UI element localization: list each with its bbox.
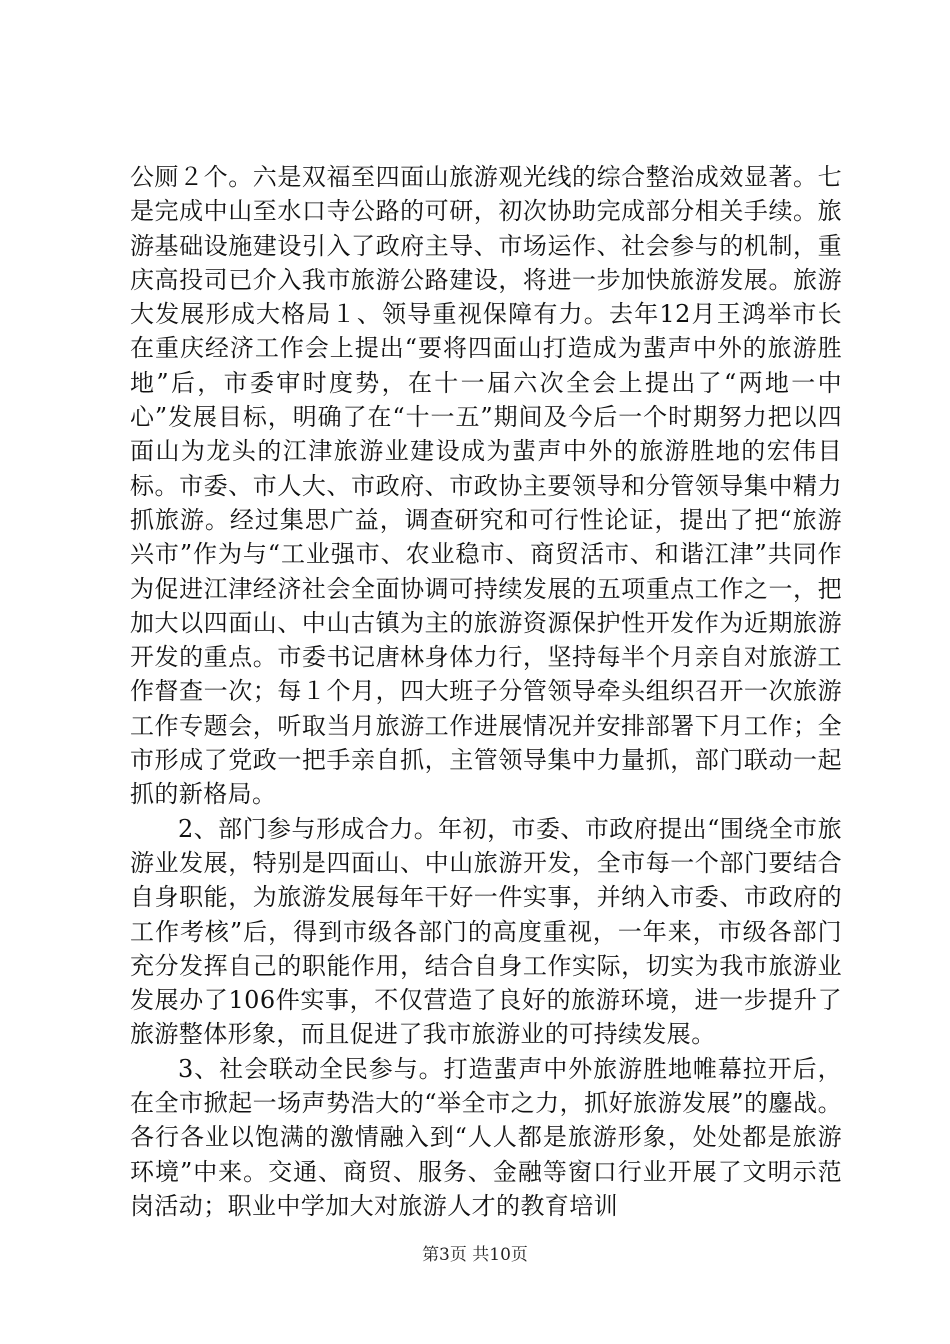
paragraph-2: 2、部门参与形成合力。年初，市委、市政府提出“围绕全市旅游业发展，特别是四面山、中山旅游开发，全市每一个部门要结合自身职能，为旅游发展每年干好一件实事，并纳入市委、市政府的工作考核”后，得到市级各部门的高度重视，一年来，市级各部门充分发挥自己的职能作用，结合自身工作实际，切实为我市旅游业发展办了106件实事，不仅营造了良好的旅游环境，进一步提升了旅游整体形象，而且促进了我市旅游业的可持续发展。 bbox=[130, 814, 842, 1049]
page-number: 第3页 共10页 bbox=[422, 1245, 528, 1265]
document-body bbox=[130, 160, 842, 1223]
paragraph-1: 公厕２个。六是双福至四面山旅游观光线的综合整治成效显著。七是完成中山至水口寺公路的可研，初次协助完成部分相关手续。旅游基础设施建设引入了政府主导、市场运作、社会参与的机制，重庆高投司已介入我市旅游公路建设，将进一步加快旅游发展。旅游大发展形成大格局１、领导重视保障有力。去年12月王鸿举市长在重庆经济工作会上提出“要将四面山打造成为蜚声中外的旅游胜地”后，市委审时度势，在十一届六次全会上提出了“两地一中心”发展目标，明确了在“十一五”期间及今后一个时期努力把以四面山为龙头的江津旅游业建设成为蜚声中外的旅游胜地的宏伟目标。市委、市人大、市政府、市政协主要领导和分管领导集中精力抓旅游。经过集思广益，调查研究和可行性论证，提出了把“旅游兴市”作为与“工业强市、农业稳市、商贸活市、和谐江津”共同作为促进江津经济社会全面协调可持续发展的五项重点工作之一，把加大以四面山、中山古镇为主的旅游资源保护性开发作为近期旅游开发的重点。市委书记唐林身体力行，坚持每半个月亲自对旅游工作督查一次；每１个月，四大班子分管领导牵头组织召开一次旅游工作专题会，听取当月旅游工作进展情况并安排部署下月工作；全市形成了党政一把手亲自抓，主管领导集中力量抓，部门联动一起抓的新格局。 bbox=[130, 163, 842, 809]
paragraph-3: 3、社会联动全民参与。打造蜚声中外旅游胜地帷幕拉开后，在全市掀起一场声势浩大的“举全市之力，抓好旅游发展”的鏖战。各行各业以饱满的激情融入到“人人都是旅游形象，处处都是旅游环境”中来。交通、商贸、服务、金融等窗口行业开展了文明示范岗活动；职业中学加大对旅游人才的教育培训 bbox=[130, 1054, 842, 1220]
